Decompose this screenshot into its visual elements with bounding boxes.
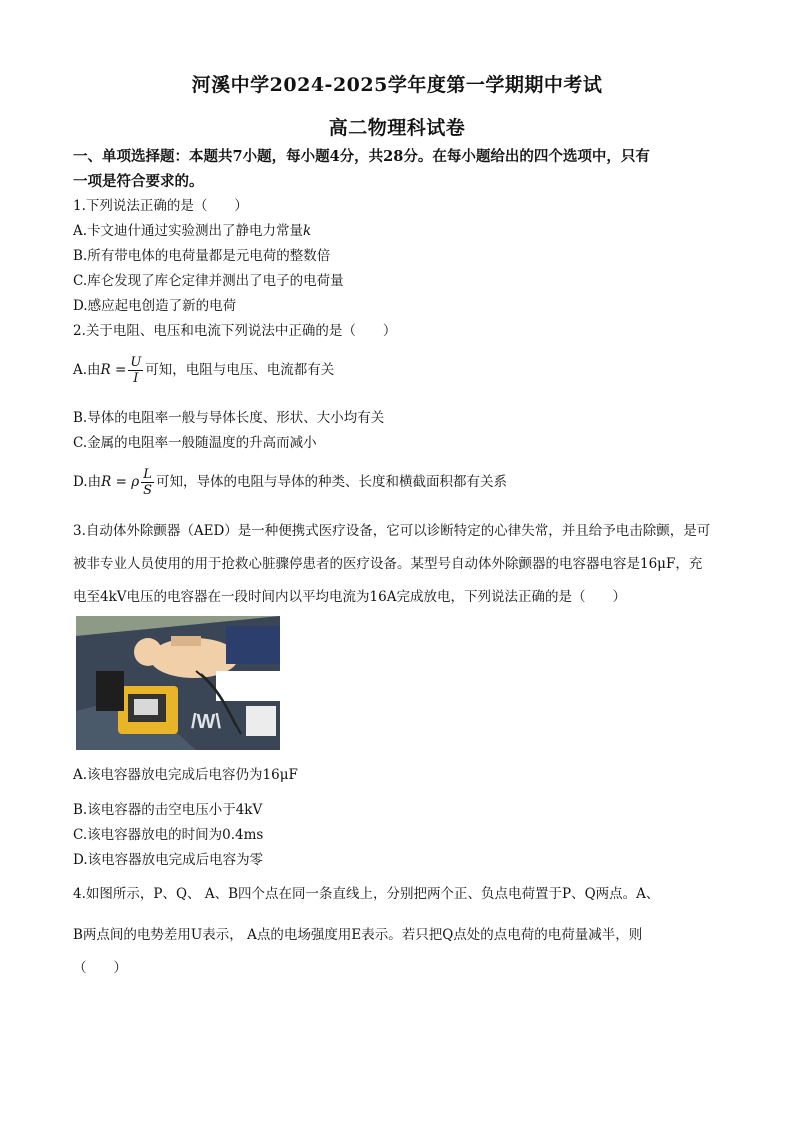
q3-option-c: C.该电容器放电的时间为0.4ms [73, 827, 264, 843]
q4-stem-line2: B两点间的电势差用U表示， A点的电场强度用E表示。若只把Q点处的点电荷的电荷量减半，则 [73, 927, 643, 943]
q2-option-a-suffix: 可知，电阻与电压、电流都有关 [145, 362, 335, 378]
q3-stem-line1: 3.自动体外除颤器（AED）是一种便携式医疗设备，它可以诊断特定的心律失常，并且给予电击除颤，是可 [73, 523, 711, 539]
exam-title: 河溪中学2024-2025学年度第一学期期中考试 [191, 74, 603, 96]
q2-option-a-numerator: U [130, 355, 142, 370]
q1-option-a [73, 221, 733, 241]
exam-subtitle: 高二物理科试卷 [328, 117, 466, 139]
q2-option-d-formula-lhs: R = ρ [101, 474, 140, 490]
q2-option-a-fraction [128, 355, 143, 386]
q2-option-d-numerator: L [143, 467, 152, 482]
q2-option-d-denominator: S [143, 483, 153, 498]
q2-option-a [73, 355, 733, 386]
section-heading-line1: 一、单项选择题：本题共7小题，每小题4分，共28分。在每小题给出的四个选项中，只有 [73, 148, 650, 165]
q3-option-d: D.该电容器放电完成后电容为零 [73, 852, 264, 868]
q2-option-a-prefix: A.由 [73, 362, 101, 378]
aed-photo-illustration [76, 616, 280, 750]
q1-option-b: B.所有带电体的电荷量都是元电荷的整数倍 [73, 248, 331, 264]
section-heading [73, 144, 723, 194]
q2-option-a-denominator: I [133, 371, 139, 386]
q1-option-d: D.感应起电创造了新的电荷 [73, 298, 237, 314]
q4-stem-line3: （ ） [73, 960, 127, 976]
svg-text:/W\: /W\ [191, 711, 221, 733]
q2-option-c: C.金属的电阻率一般随温度的升高而减小 [73, 435, 317, 451]
aed-training-photo [76, 616, 280, 750]
q2-option-d-suffix: 可知，导体的电阻与导体的种类、长度和横截面积都有关系 [156, 474, 508, 490]
q3-stem-line3: 电至4kV电压的电容器在一段时间内以平均电流为16A完成放电，下列说法正确的是（ ） [73, 589, 626, 605]
q2-option-d-prefix: D.由 [73, 474, 102, 490]
q2-stem: 2.关于电阻、电压和电流下列说法中正确的是（ ） [73, 323, 397, 339]
q3-option-b: B.该电容器的击空电压小于4kV [73, 802, 263, 818]
q1-option-a-text: A.卡文迪什通过实验测出了静电力常量 [73, 223, 304, 239]
section-heading-line2: 一项是符合要求的。 [73, 173, 204, 190]
q1-option-a-var: k [303, 223, 312, 239]
q1-stem: 1.下列说法正确的是（ ） [73, 198, 248, 214]
q2-option-d-fraction [141, 467, 154, 498]
q3-stem-line2: 被非专业人员使用的用于抢救心脏骤停患者的医疗设备。某型号自动体外除颤器的电容器电容是16μF，充 [73, 556, 703, 572]
q2-option-b: B.导体的电阻率一般与导体长度、形状、大小均有关 [73, 410, 385, 426]
q4-stem-line1: 4.如图所示，P、Q、 A、B四个点在同一条直线上，分别把两个正、负点电荷置于P、Q两点。A、 [73, 886, 660, 902]
q2-option-d [73, 467, 733, 498]
q2-option-a-formula-lhs: R = [100, 362, 127, 378]
q3-option-a: A.该电容器放电完成后电容仍为16μF [73, 767, 298, 783]
q1-option-c: C.库仑发现了库仑定律并测出了电子的电荷量 [73, 273, 344, 289]
